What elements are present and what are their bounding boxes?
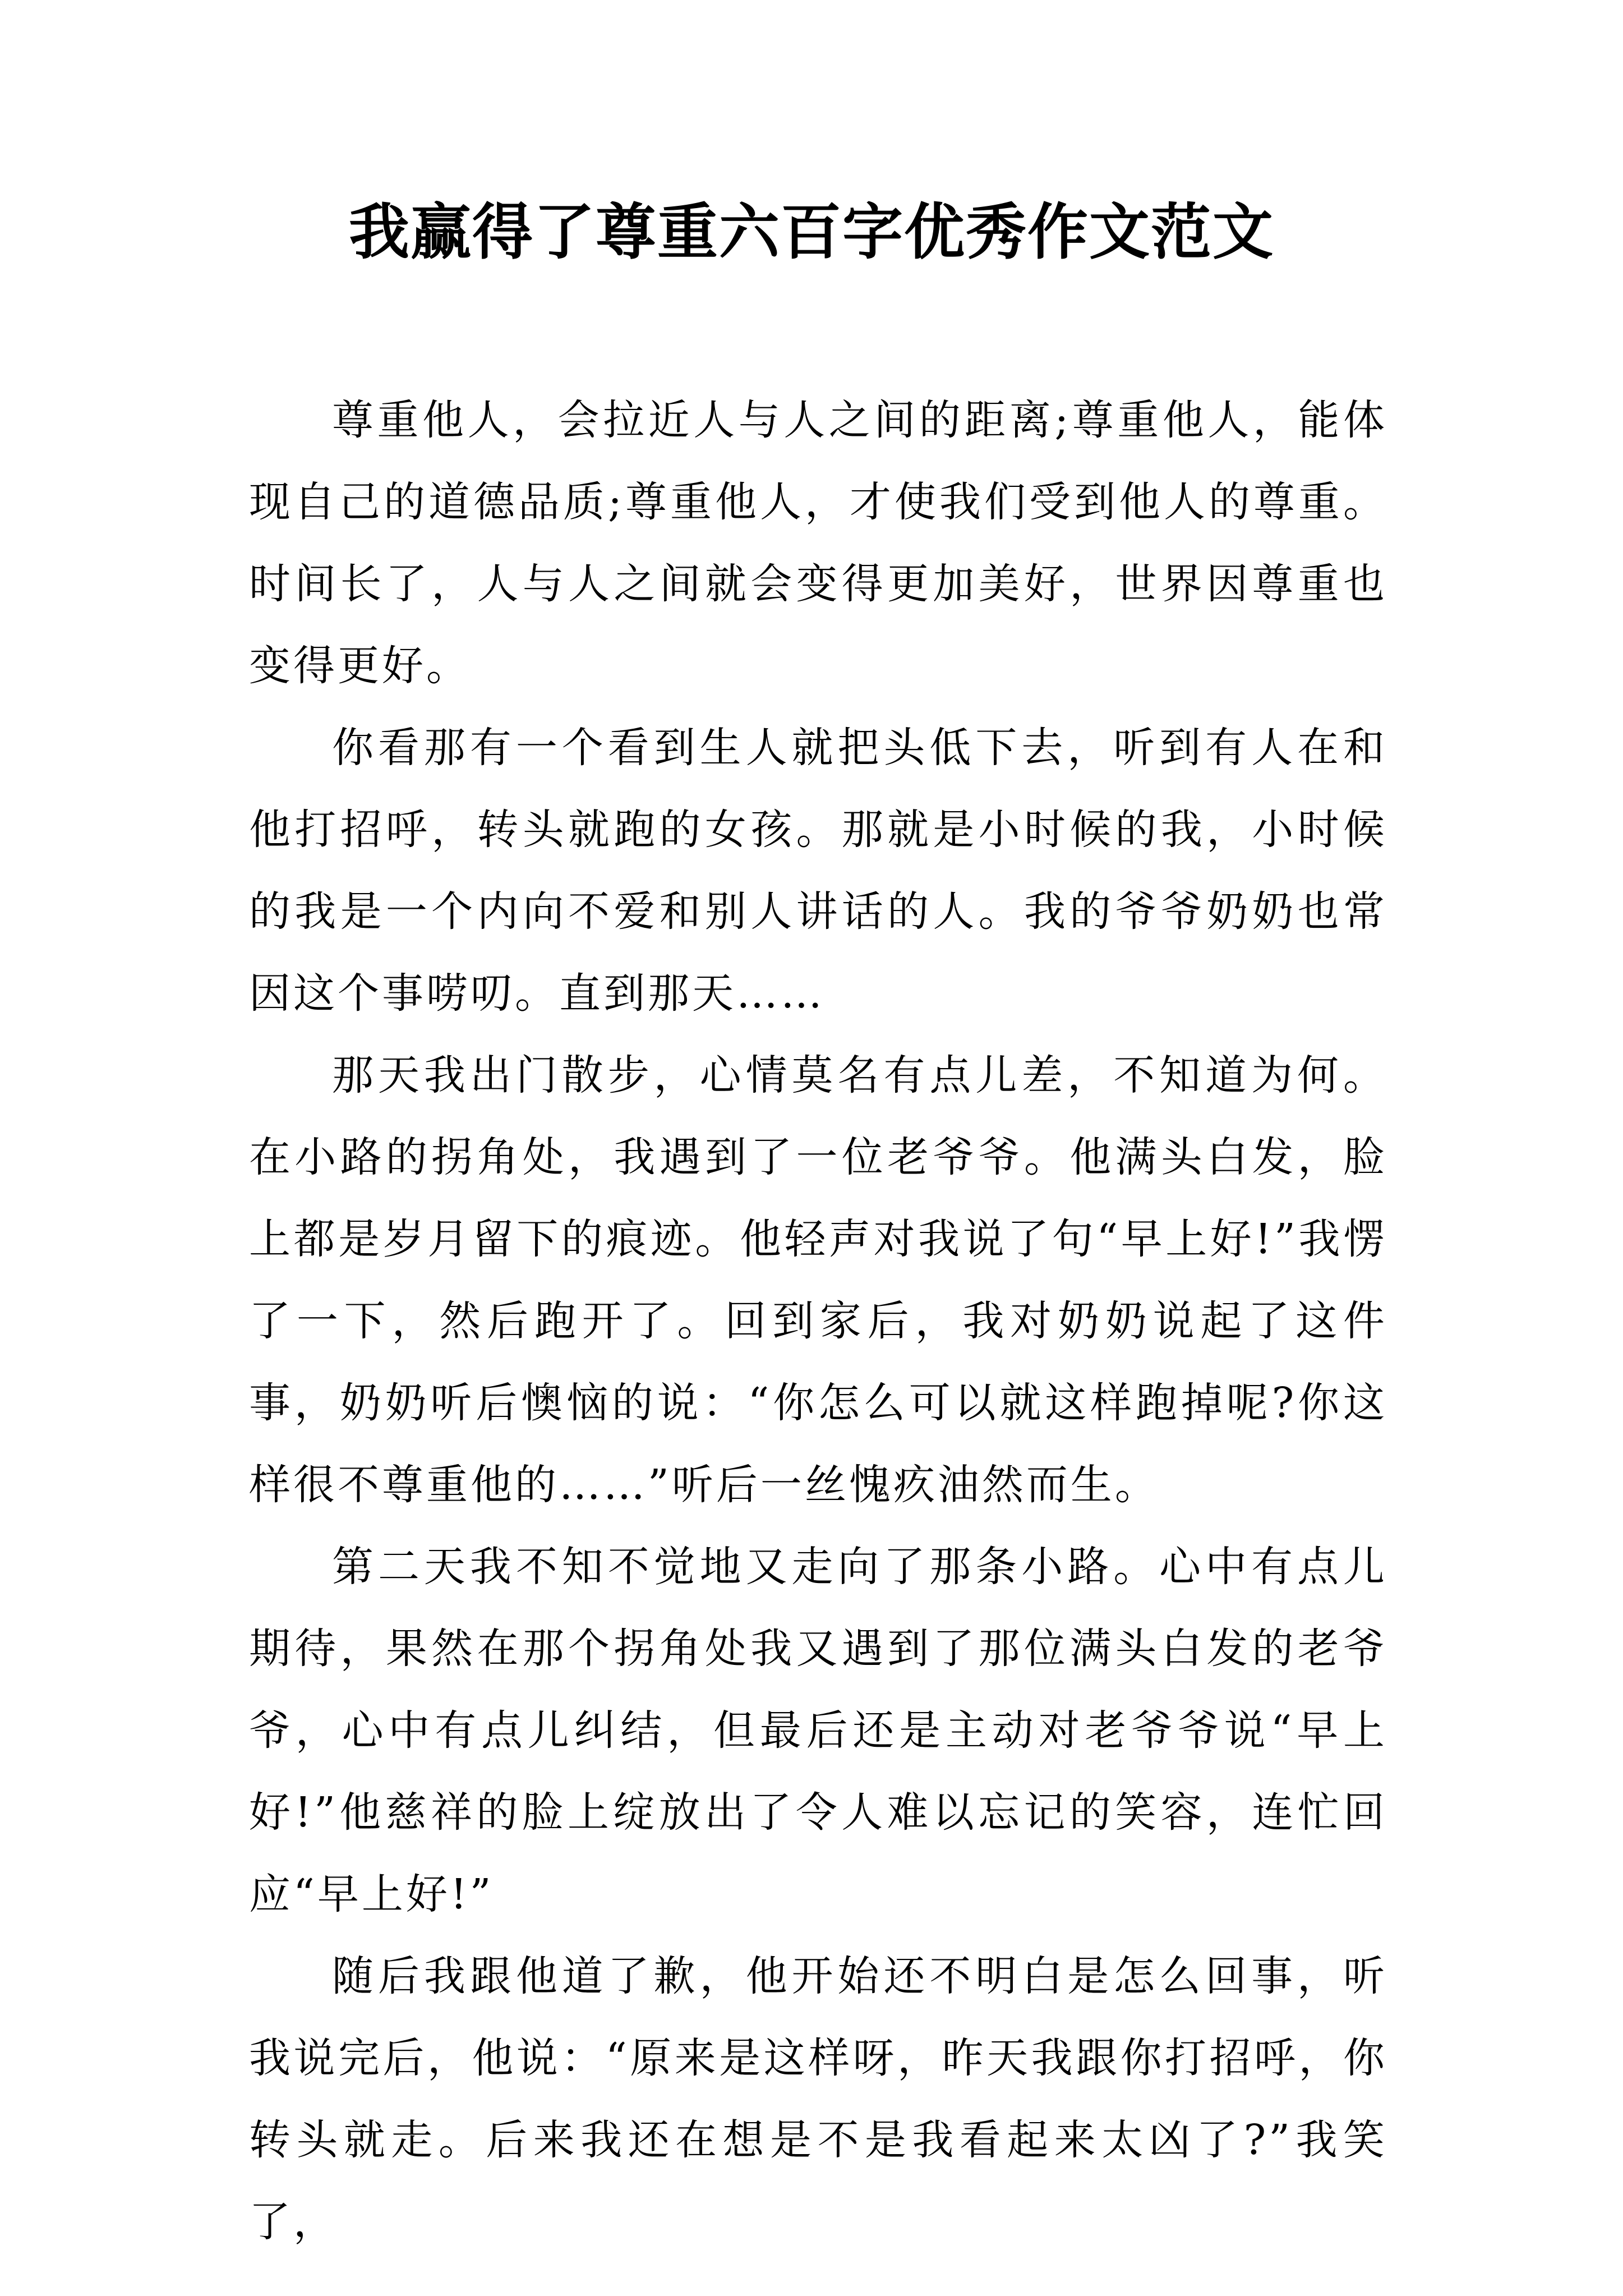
paragraph-1: 尊重他人，会拉近人与人之间的距离;尊重他人，能体现自己的道德品质;尊重他人，才使我们受到他人的尊重。时间长了，人与人之间就会变得更加美好，世界因尊重也变得更好。: [249, 396, 1387, 690]
document-body: [249, 379, 1387, 2263]
paragraph-2: 你看那有一个看到生人就把头低下去，听到有人在和他打招呼，转头就跑的女孩。那就是小时候的我，小时候的我是一个内向不爱和别人讲话的人。我的爷爷奶奶也常因这个事唠叨。直到那天……: [249, 724, 1387, 1018]
document-title: 我赢得了尊重六百字优秀作文范文: [348, 197, 1274, 268]
paragraph-4: 第二天我不知不觉地又走向了那条小路。心中有点儿期待，果然在那个拐角处我又遇到了那位满头白发的老爷爷，心中有点儿纠结，但最后还是主动对老爷爷说“早上好!”他慈祥的脸上绽放出了令人难以忘记的笑容，连忙回应“早上好!”: [249, 1543, 1387, 1918]
paragraph-5: 随后我跟他道了歉，他开始还不明白是怎么回事，听我说完后，他说：“原来是这样呀，昨天我跟你打招呼，你转头就走。后来我还在想是不是我看起来太凶了?”我笑了，: [249, 1952, 1387, 2246]
paragraph-3: 那天我出门散步，心情莫名有点儿差，不知道为何。在小路的拐角处，我遇到了一位老爷爷。他满头白发，脸上都是岁月留下的痕迹。他轻声对我说了句“早上好!”我愣了一下，然后跑开了。回到家后，我对奶奶说起了这件事，奶奶听后懊恼的说：“你怎么可以就这样跑掉呢?你这样很不尊重他的……”听后一丝愧疚油然而生。: [249, 1051, 1387, 1509]
